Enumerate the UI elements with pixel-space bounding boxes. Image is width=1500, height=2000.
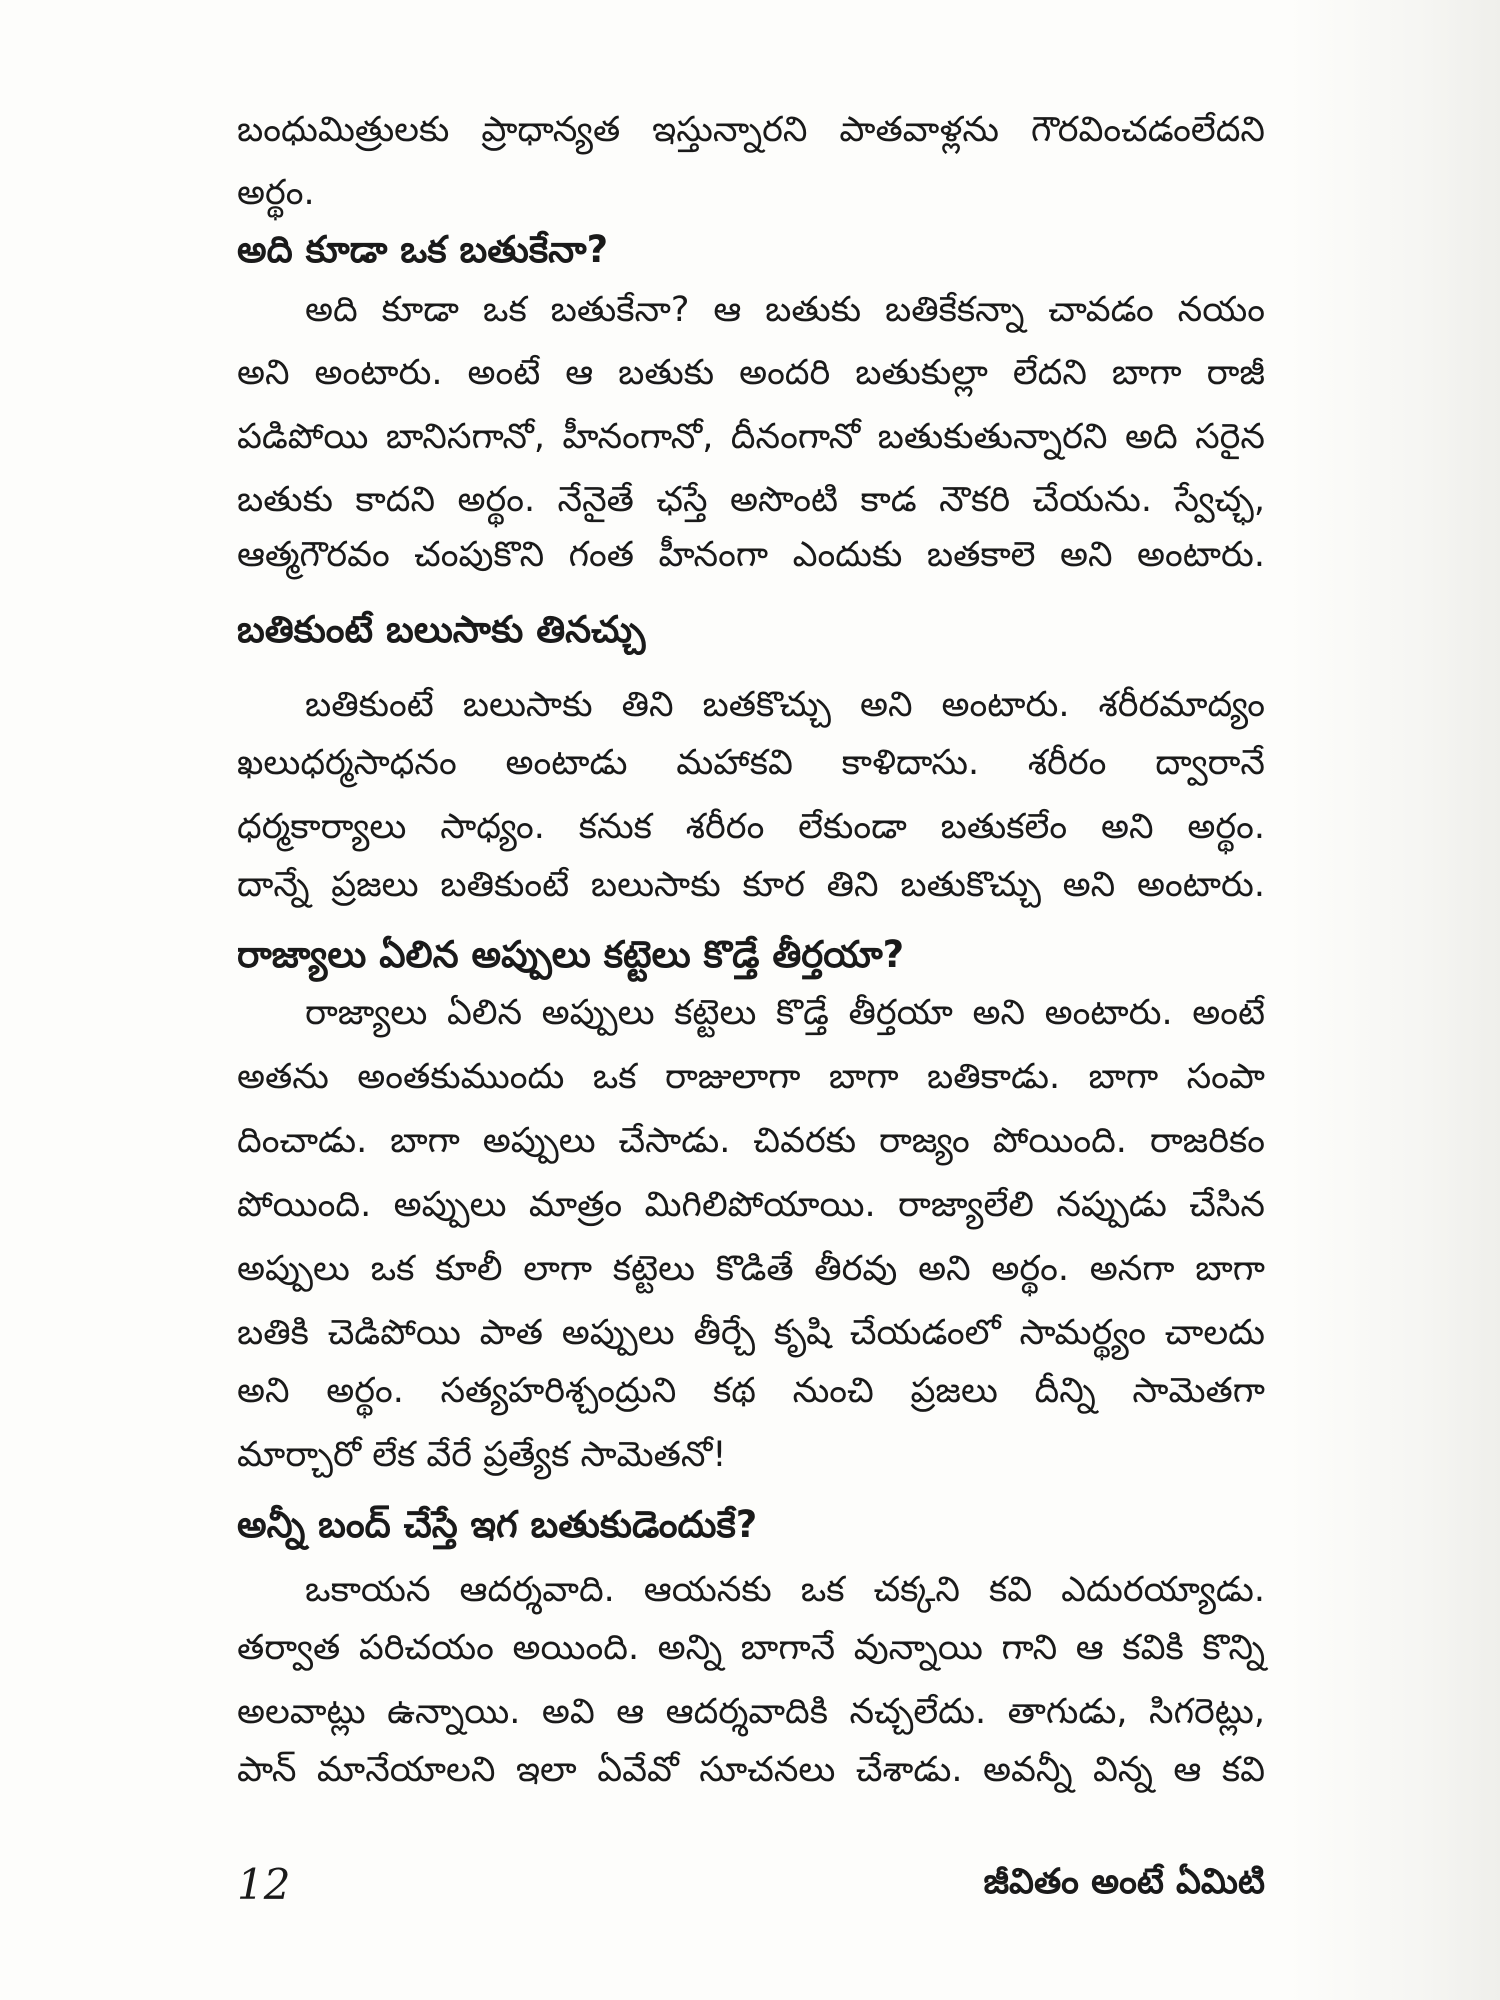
body-line: అర్థం.: [237, 173, 315, 213]
body-line: అని అర్థం. సత్యహరిశ్చంద్రుని కథ నుంచి ప్రజలు దీన్ని సామెతగా: [237, 1371, 1265, 1411]
body-line: అప్పులు ఒక కూలీ లాగా కట్టెలు కొడితే తీరవు అని అర్థం. అనగా బాగా: [237, 1249, 1265, 1289]
body-line: ధర్మకార్యాలు సాధ్యం. కనుక శరీరం లేకుండా బతుకలేం అని అర్థం.: [237, 807, 1265, 847]
body-line: పాన్ మానేయాలని ఇలా ఏవేవో సూచనలు చేశాడు. అవన్నీ విన్న ఆ కవి: [237, 1750, 1265, 1790]
body-line: ఖలుధర్మసాధనం అంటాడు మహాకవి కాళిదాసు. శరీరం ద్వారానే: [237, 743, 1265, 783]
body-line: బంధుమిత్రులకు ప్రాధాన్యత ఇస్తున్నారని పాతవాళ్లను గౌరవించడంలేదని: [237, 110, 1265, 150]
body-line: దించాడు. బాగా అప్పులు చేసాడు. చివరకు రాజ్యం పోయింది. రాజరికం: [237, 1121, 1265, 1161]
body-line: అతను అంతకుముందు ఒక రాజులాగా బాగా బతికాడు. బాగా సంపా: [237, 1057, 1265, 1097]
section-heading: బతికుంటే బలుసాకు తినచ్చు: [237, 608, 646, 651]
body-line: ఒకాయన ఆదర్శవాది. ఆయనకు ఒక చక్కని కవి ఎదురయ్యాడు.: [305, 1570, 1265, 1610]
body-line: ఆత్మగౌరవం చంపుకొని గంత హీనంగా ఎందుకు బతకాలె అని అంటారు.: [237, 535, 1265, 575]
running-title: జీవితం అంటే ఏమిటి: [983, 1862, 1265, 1902]
section-heading: అది కూడా ఒక బతుకేనా?: [237, 228, 609, 271]
body-line: దాన్నే ప్రజలు బతికుంటే బలుసాకు కూర తిని బతుకొచ్చు అని అంటారు.: [237, 865, 1265, 905]
body-line: బతికుంటే బలుసాకు తిని బతకొచ్చు అని అంటారు. శరీరమాద్యం: [305, 685, 1265, 725]
section-heading: అన్నీ బంద్ చేస్తే ఇగ బతుకుడెందుకే?: [237, 1503, 758, 1546]
page-edge-shading: [1290, 0, 1500, 2000]
body-line: పోయింది. అప్పులు మాత్రం మిగిలిపోయాయి. రాజ్యాలేలి నప్పుడు చేసిన: [237, 1185, 1265, 1225]
section-heading: రాజ్యాలు ఏలిన అప్పులు కట్టెలు కొడ్తే తీర్తయా?: [237, 933, 905, 976]
body-line: పడిపోయి బానిసగానో, హీనంగానో, దీనంగానో బతుకుతున్నారని అది సరైన: [237, 417, 1265, 457]
body-line: తర్వాత పరిచయం అయింది. అన్ని బాగానే వున్నాయి గాని ఆ కవికి కొన్ని: [237, 1628, 1265, 1668]
body-line: బతికి చెడిపోయి పాత అప్పులు తీర్చే కృషి చేయడంలో సామర్థ్యం చాలదు: [237, 1313, 1265, 1353]
body-line: బతుకు కాదని అర్థం. నేనైతే ఛస్తే అసొంటి కాడ నౌకరి చేయను. స్వేచ్ఛ,: [237, 480, 1265, 520]
body-line: రాజ్యాలు ఏలిన అప్పులు కట్టెలు కొడ్తే తీర్తయా అని అంటారు. అంటే: [305, 993, 1265, 1033]
body-line: అలవాట్లు ఉన్నాయి. అవి ఆ ఆదర్శవాదికి నచ్చలేదు. తాగుడు, సిగరెట్లు,: [237, 1692, 1265, 1732]
body-line: మార్చారో లేక వేరే ప్రత్యేక సామెతనో!: [237, 1435, 727, 1475]
page-number: 12: [237, 1860, 291, 1909]
body-line: అది కూడా ఒక బతుకేనా? ఆ బతుకు బతికేకన్నా చావడం నయం: [305, 290, 1265, 330]
body-line: అని అంటారు. అంటే ఆ బతుకు అందరి బతుకుల్లా లేదని బాగా రాజీ: [237, 353, 1265, 393]
